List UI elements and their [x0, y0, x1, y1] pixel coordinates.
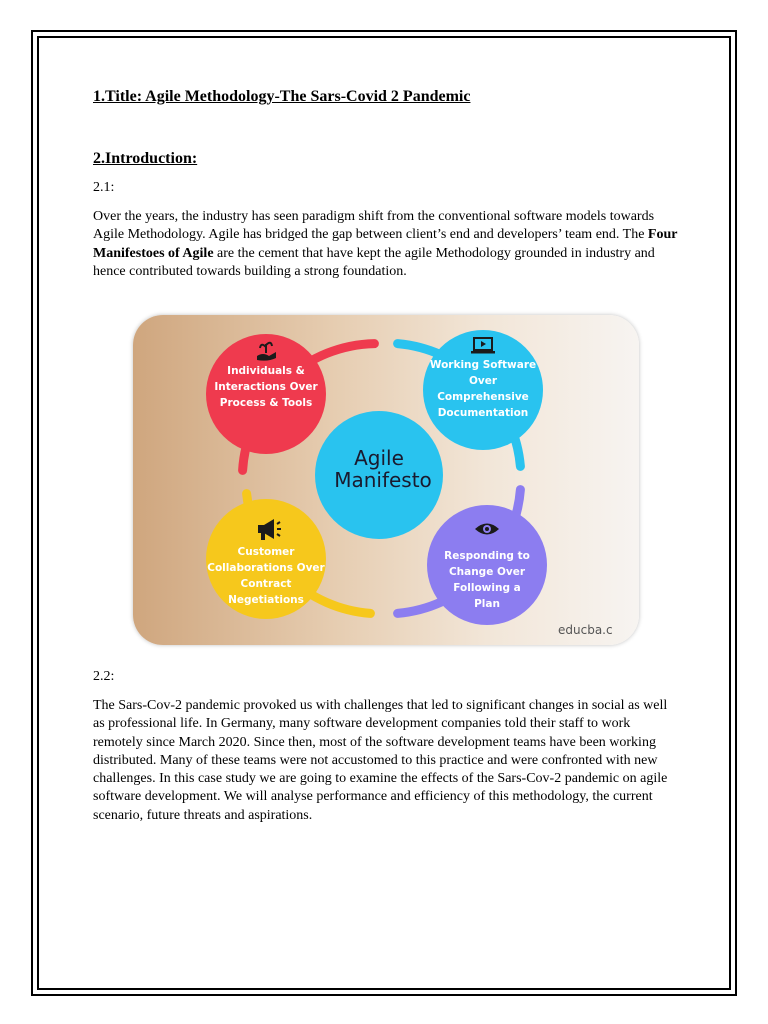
section-2-1-label: 2.1:	[93, 180, 115, 195]
node-responding-to-change	[427, 505, 547, 625]
document-title: 1.Title: Agile Methodology-The Sars-Covid 2 Pandemic	[93, 88, 471, 105]
node-customer-collaboration	[206, 499, 326, 619]
paragraph-2-1-text-end: are the cement that have kept the agile Methodology grounded in industry and hence contributed towards building a strong foundation.	[93, 245, 655, 279]
center-label-line1: Agile	[354, 446, 404, 470]
node-responding-to-change-line2: Change Over	[448, 566, 526, 578]
node-customer-collaboration-line4: Negetiations	[228, 594, 304, 606]
node-working-software-line4: Documentation	[437, 407, 529, 419]
node-individuals-line3: Process & Tools	[219, 397, 313, 409]
section-2-2-label: 2.2:	[93, 669, 115, 684]
paragraph-2-1-bold-phrase: Four Manifestoes of Agile	[93, 227, 678, 261]
node-customer-collaboration-line3: Contract	[240, 578, 292, 590]
node-responding-to-change-line1: Responding to	[444, 550, 530, 562]
node-individuals-line1: Individuals &	[227, 365, 305, 377]
node-individuals	[206, 334, 326, 454]
node-individuals-line2: Interactions Over	[214, 381, 318, 393]
center-label-line2: Manifesto	[334, 468, 432, 492]
paragraph-2-2: The Sars-Cov-2 pandemic provoked us with challenges that led to significant changes in social as well as professional life. In Germany, many software development companies told their staff to work remotely since March 2020. Since then, most of the software development teams have been working distributed. Many of these teams were not accustomed to this practice and were confronted with new challenges. In this case study we are going to examine the effects of the Sars-Cov-2 pandemic on agile software development. We will analyse performance and efficiency of this methodology, the current scenario, future threats and aspirations.	[93, 698, 668, 823]
figure-watermark: educba.c	[558, 623, 613, 637]
node-customer-collaboration-line2: Collaborations Over	[207, 562, 325, 574]
node-working-software	[423, 330, 543, 450]
node-responding-to-change-line4: Plan	[474, 598, 500, 610]
node-working-software-line2: Over	[468, 375, 498, 387]
node-working-software-line1: Working Software	[429, 359, 537, 371]
paragraph-2-1-text-start: Over the years, the industry has seen paradigm shift from the conventional software models towards Agile Methodology. Agile has bridged the gap between client’s end and developers’ team end. The	[93, 209, 655, 243]
agile-manifesto-diagram	[133, 315, 639, 645]
node-customer-collaboration-line1: Customer	[237, 546, 295, 558]
node-responding-to-change-line3: Following a	[453, 582, 521, 594]
paragraph-2-1	[93, 208, 678, 281]
introduction-heading: 2.Introduction:	[93, 150, 198, 167]
node-working-software-line3: Comprehensive	[437, 391, 529, 403]
node-working-software-circle	[423, 330, 543, 450]
agile-manifesto-figure	[133, 315, 639, 645]
